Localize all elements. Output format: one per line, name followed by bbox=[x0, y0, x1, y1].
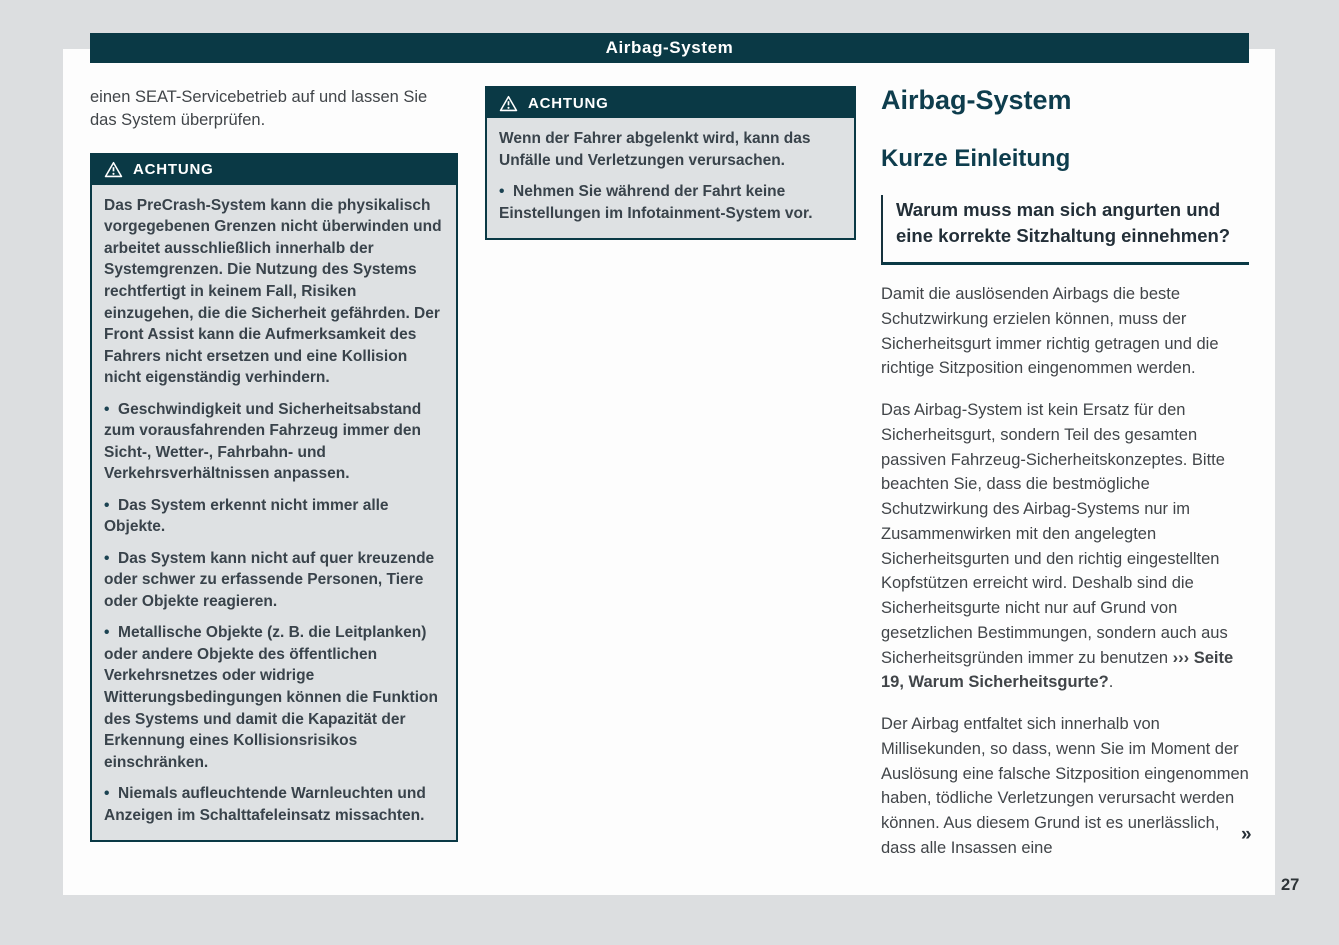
intro-paragraph: einen SEAT-Servicebetrieb auf und lassen Sie das System überprüfen. bbox=[90, 88, 428, 130]
page-number: 27 bbox=[1281, 876, 1300, 894]
warning-box-precrash bbox=[90, 153, 458, 842]
warning-paragraph: Das PreCrash-System kann die physikalisch vorgegebenen Grenzen nicht überwinden und arbeitet ausschließlich innerhalb der Systemgrenzen. Die Nutzung des Systems rechtfertigt in keinem Fall, Risiken einzugehen, die die Sicherheit gefährden. Der Front Assist kann die Aufmerksamkeit des Fahrers nicht ersetzen und eine Kollision nicht eigenständig verhindern. bbox=[104, 196, 442, 387]
warning-body bbox=[487, 118, 854, 238]
warning-label: ACHTUNG bbox=[133, 161, 214, 179]
warning-bullet: • Metallische Objekte (z. B. die Leitplanken) oder andere Objekte des öffentlichen Verkehrsnetzes oder widrige Witterungsbedingungen können die Funktion des Systems und damit die Kapazität der Erkennung eines Kollisionsrisikos einschränken. bbox=[104, 622, 444, 773]
warning-header bbox=[92, 155, 456, 185]
warning-label: ACHTUNG bbox=[528, 94, 609, 112]
warning-bullet: • Geschwindigkeit und Sicherheitsabstand zum vorausfahrenden Fahrzeug immer den Sicht-, Wetter-, Fahrbahn- und Verkehrsverhältnissen anpassen. bbox=[104, 399, 444, 485]
body-paragraph-2-suffix: . bbox=[1108, 673, 1114, 692]
warning-bullet: • Nehmen Sie während der Fahrt keine Einstellungen im Infotainment-System vor. bbox=[499, 181, 842, 224]
warning-bullet: • Niemals aufleuchtende Warnleuchten und Anzeigen im Schalttafeleinsatz missachten. bbox=[104, 783, 444, 826]
warning-triangle-icon bbox=[499, 95, 518, 112]
warning-bullet: • Das System erkennt nicht immer alle Objekte. bbox=[104, 495, 444, 538]
warning-paragraph: Wenn der Fahrer abgelenkt wird, kann das Unfälle und Verletzungen verursachen. bbox=[499, 130, 811, 169]
page-header-bar bbox=[90, 33, 1249, 63]
body-paragraph-3: Der Airbag entfaltet sich innerhalb von Millisekunden, so dass, wenn Sie im Moment der Auslösung eine falsche Sitzposition eingenommen haben, tödliche Verletzungen verursacht werden können. Aus diesem Grund ist es unerlässlich, dass alle Insassen eine bbox=[881, 715, 1249, 857]
continuation-marker: » bbox=[1241, 824, 1252, 845]
warning-body bbox=[92, 185, 456, 840]
body-paragraph-2 bbox=[881, 398, 1249, 695]
left-column bbox=[90, 86, 458, 842]
question-text: Warum muss man sich angurten und eine korrekte Sitzhaltung einnehmen? bbox=[896, 199, 1231, 246]
body-paragraph-1: Damit die auslösenden Airbags die beste Schutzwirkung erzielen können, muss der Sicherheitsgurt immer richtig getragen und die richtige Sitzposition eingenommen werden. bbox=[881, 285, 1219, 378]
cross-reference-link[interactable]: ››› Seite 19, Warum Sicherheitsgurte? bbox=[881, 648, 1234, 692]
question-box bbox=[881, 195, 1249, 265]
middle-column bbox=[485, 86, 856, 240]
warning-header bbox=[487, 88, 854, 118]
warning-triangle-icon bbox=[104, 161, 123, 178]
body-paragraph-2-text: Das Airbag-System ist kein Ersatz für den Sicherheitsgurt, sondern Teil des gesamten passiven Fahrzeug-Sicherheitskonzeptes. Bitte beachten Sie, dass die bestmögliche Schutzwirkung des Airbag-Systems nur im Zusammenwirken mit den angelegten Sicherheitsgurten und den richtig eingestellten Kopfstützen erreicht wird. Deshalb sind die Sicherheitsgurte nicht nur auf Grund von gesetzlichen Bestimmungen, sondern auch aus Sicherheitsgründen immer zu benutzen bbox=[881, 401, 1228, 667]
section-title: Airbag-System bbox=[881, 85, 1072, 115]
page-header-title: Airbag-System bbox=[605, 38, 734, 57]
warning-box-distraction bbox=[485, 86, 856, 240]
warning-bullet: • Das System kann nicht auf quer kreuzende oder schwer zu erfassende Personen, Tiere oder Objekte reagieren. bbox=[104, 548, 444, 613]
right-column bbox=[881, 86, 1249, 861]
subsection-title: Kurze Einleitung bbox=[881, 144, 1071, 172]
